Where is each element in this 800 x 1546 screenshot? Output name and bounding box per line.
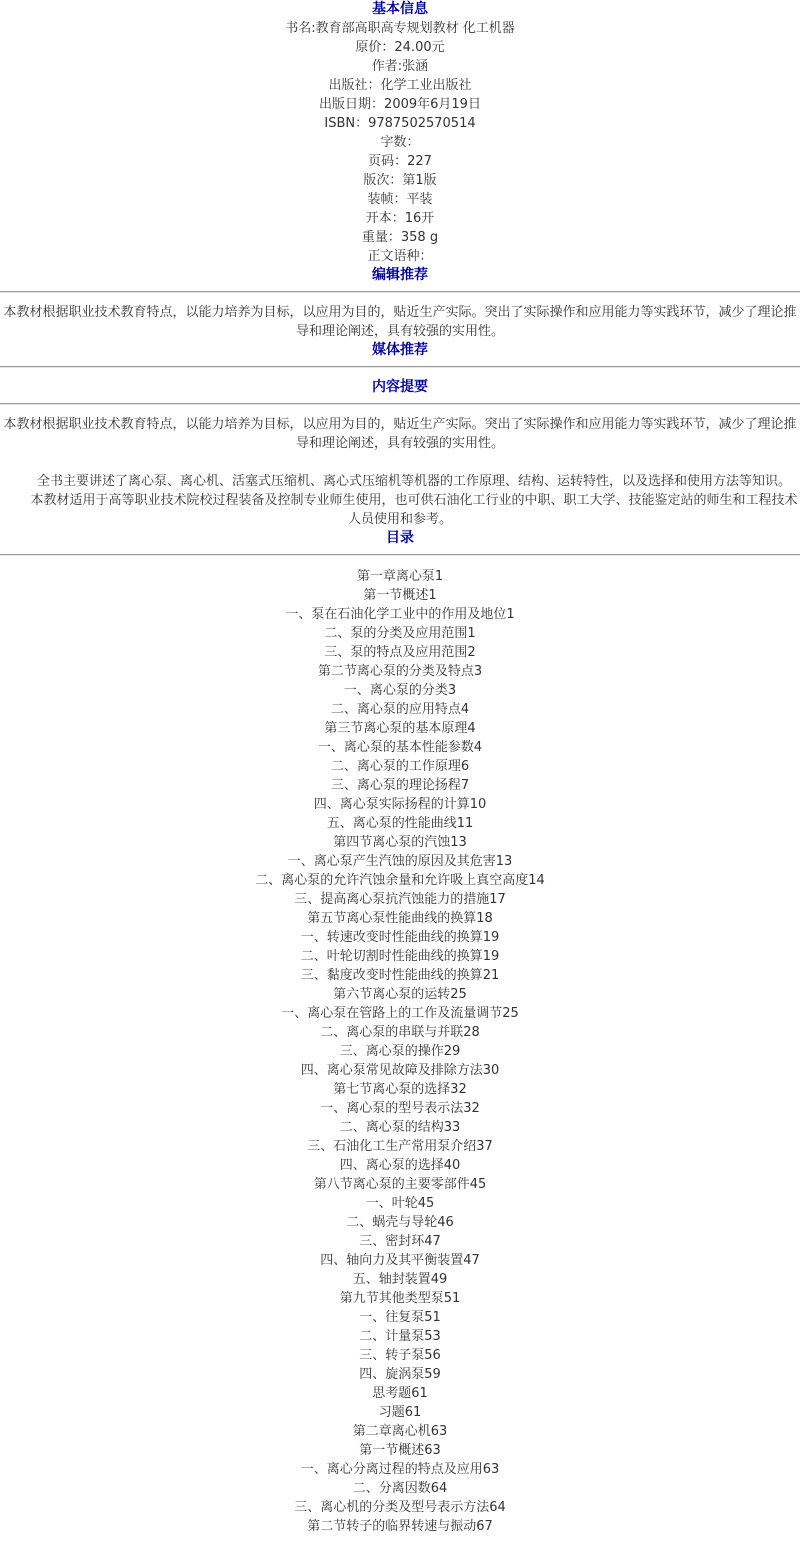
toc-item: 第七节离心泵的选择32 xyxy=(333,1082,467,1097)
toc-item: 四、旋涡泵59 xyxy=(359,1367,441,1382)
basic-info-line: 书名:教育部高职高专规划教材 化工机器 xyxy=(285,21,515,36)
toc-item: 三、提高离心泵抗汽蚀能力的措施17 xyxy=(294,892,506,907)
toc-item: 习题61 xyxy=(378,1405,422,1420)
media-recommend-title: 媒体推荐 xyxy=(372,342,428,358)
toc-item: 四、离心泵常见故障及排除方法30 xyxy=(300,1063,500,1078)
toc-item: 第八节离心泵的主要零部件45 xyxy=(313,1177,487,1192)
editor-recommend-title: 编辑推荐 xyxy=(372,267,428,283)
toc-item: 四、离心泵的选择40 xyxy=(339,1158,461,1173)
toc-list xyxy=(0,556,800,1536)
toc-item: 二、蜗壳与导轮46 xyxy=(346,1215,454,1230)
toc-item: 一、叶轮45 xyxy=(365,1196,435,1211)
toc-item: 第三节离心泵的基本原理4 xyxy=(324,721,476,736)
editor-recommend-section xyxy=(0,266,800,341)
toc-item: 二、计量泵53 xyxy=(359,1329,441,1344)
toc-item: 三、离心机的分类及型号表示方法64 xyxy=(294,1500,506,1515)
toc-item: 二、离心泵的应用特点4 xyxy=(330,702,470,717)
toc-item: 三、泵的特点及应用范围2 xyxy=(324,645,476,660)
summary-section xyxy=(0,378,800,529)
basic-info-line: 字数： xyxy=(380,135,420,150)
toc-item: 一、离心泵的分类3 xyxy=(343,683,457,698)
basic-info-line: 页码：227 xyxy=(368,154,432,169)
toc-item: 一、离心泵产生汽蚀的原因及其危害13 xyxy=(287,854,513,869)
basic-info-section xyxy=(0,0,800,266)
toc-item: 二、离心泵的串联与并联28 xyxy=(320,1025,480,1040)
toc-item: 第一节概述1 xyxy=(363,588,437,603)
summary-paragraph: 全书主要讲述了离心泵、离心机、活塞式压缩机、离心式压缩机等机器的工作原理、结构、运转特性，以及选择和使用方法等知识。 xyxy=(36,474,791,489)
toc-item: 三、黏度改变时性能曲线的换算21 xyxy=(300,968,500,983)
toc-item: 一、往复泵51 xyxy=(359,1310,441,1325)
basic-info-line: 出版日期：2009年6月19日 xyxy=(319,97,481,112)
toc-item: 三、转子泵56 xyxy=(359,1348,441,1363)
toc-item: 第一节概述63 xyxy=(359,1443,441,1458)
toc-item: 一、离心分离过程的特点及应用63 xyxy=(300,1462,500,1477)
toc-item: 第六节离心泵的运转25 xyxy=(333,987,467,1002)
basic-info-line: 装帧：平装 xyxy=(367,192,433,207)
toc-item: 五、轴封装置49 xyxy=(352,1272,448,1287)
toc-item: 思考题61 xyxy=(372,1386,428,1401)
toc-item: 一、泵在石油化学工业中的作用及地位1 xyxy=(285,607,515,622)
summary-paragraph: 本教材根据职业技术教育特点，以能力培养为目标，以应用为目的，贴近生产实际。突出了实际操作和应用能力等实践环节，减少了理论推导和理论阐述，具有较强的实用性。 xyxy=(3,417,797,451)
toc-item: 三、石油化工生产常用泵介绍37 xyxy=(307,1139,493,1154)
toc-item: 一、转速改变时性能曲线的换算19 xyxy=(300,930,500,945)
basic-info-line: 原价：24.00元 xyxy=(355,40,445,55)
basic-info-line: 作者:张涵 xyxy=(371,59,429,74)
media-recommend-section xyxy=(0,341,800,378)
summary-paragraph: 本教材适用于高等职业技术院校过程装备及控制专业师生使用，也可供石油化工行业的中职、职工大学、技能鉴定站的师生和工程技术人员使用和参考。 xyxy=(30,493,798,527)
basic-info-title: 基本信息 xyxy=(372,1,428,17)
toc-item: 三、密封环47 xyxy=(359,1234,441,1249)
basic-info-line: ISBN：9787502570514 xyxy=(324,116,476,131)
toc-item: 三、离心泵的操作29 xyxy=(339,1044,461,1059)
toc-item: 第九节其他类型泵51 xyxy=(339,1291,461,1306)
toc-item: 第二节转子的临界转速与振动67 xyxy=(307,1519,493,1534)
basic-info-line: 版次：第1版 xyxy=(363,173,437,188)
basic-info-line: 重量：358 g xyxy=(361,230,439,245)
toc-item: 二、离心泵的允许汽蚀余量和允许吸上真空高度14 xyxy=(255,873,545,888)
toc-item: 第四节离心泵的汽蚀13 xyxy=(333,835,467,850)
basic-info-line: 出版社：化学工业出版社 xyxy=(328,78,472,93)
toc-item: 一、离心泵的基本性能参数4 xyxy=(317,740,483,755)
toc-item: 二、泵的分类及应用范围1 xyxy=(324,626,476,641)
toc-section xyxy=(0,529,800,1536)
toc-item: 二、叶轮切割时性能曲线的换算19 xyxy=(300,949,500,964)
toc-item: 二、离心泵的工作原理6 xyxy=(330,759,470,774)
editor-recommend-text: 本教材根据职业技术教育特点，以能力培养为目标，以应用为目的，贴近生产实际。突出了实际操作和应用能力等实践环节，减少了理论推导和理论阐述，具有较强的实用性。 xyxy=(3,305,797,339)
toc-item: 第二节离心泵的分类及特点3 xyxy=(317,664,483,679)
toc-item: 五、离心泵的性能曲线11 xyxy=(326,816,474,831)
toc-item: 一、离心泵的型号表示法32 xyxy=(320,1101,480,1116)
basic-info-line: 正文语种： xyxy=(367,249,433,264)
toc-title: 目录 xyxy=(386,530,414,546)
toc-item: 四、离心泵实际扬程的计算10 xyxy=(313,797,487,812)
toc-item: 三、离心泵的理论扬程7 xyxy=(330,778,470,793)
toc-item: 第五节离心泵性能曲线的换算18 xyxy=(307,911,493,926)
toc-item: 四、轴向力及其平衡装置47 xyxy=(320,1253,480,1268)
basic-info-line: 开本：16开 xyxy=(365,211,435,226)
toc-item: 二、分离因数64 xyxy=(352,1481,448,1496)
toc-item: 二、离心泵的结构33 xyxy=(339,1120,461,1135)
toc-item: 一、离心泵在管路上的工作及流量调节25 xyxy=(281,1006,519,1021)
basic-info-list xyxy=(0,19,800,266)
toc-item: 第二章离心机63 xyxy=(352,1424,448,1439)
summary-title: 内容提要 xyxy=(372,379,428,395)
toc-item: 第一章离心泵1 xyxy=(356,569,444,584)
